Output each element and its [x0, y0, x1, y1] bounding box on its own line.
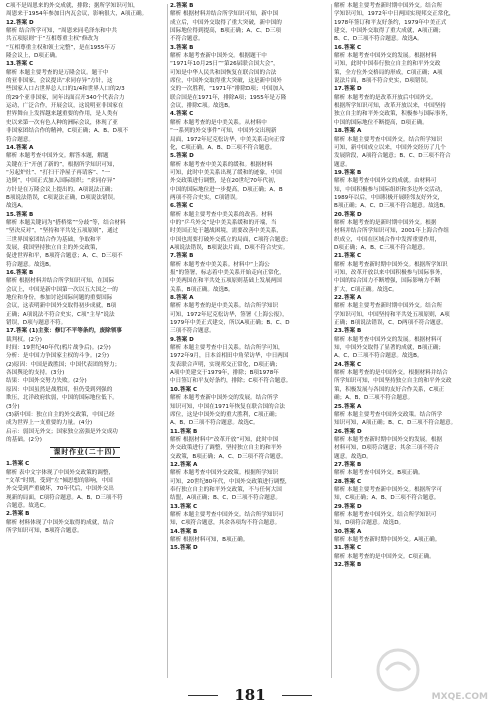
answer-line: 解析 结合所学可知，“周恩来同毛泽东和中共 [6, 28, 117, 35]
answer-line: 交政策，B项正确；A、C、D三项不符合题意。 [170, 453, 287, 460]
answer-line: 21.答案 C [334, 253, 362, 260]
answer-line: 解析 本题考查中国外交的发展。根据材料 [334, 53, 437, 60]
answer-line: “文革”时期，受到“左”倾思想的影响，中国 [6, 477, 113, 484]
answer-line: 国际地位得到提高，B项正确；A、C、D三项 [170, 28, 281, 35]
column-left [6, 2, 164, 680]
answer-line: 3.答案 B [170, 44, 194, 51]
answer-line: 解析 本题考查中国外交的成就。由材料可 [334, 178, 437, 185]
answer-line: 中的“乒乓外交”是中美关系缓和的开端，当 [170, 219, 277, 226]
answer-line: 题意。故选D。 [334, 453, 372, 460]
answer-line: “互相尊重主权和领土完整”，是在1955年万 [6, 44, 116, 51]
answer-line: 12.答案 A [170, 461, 198, 468]
answer-line: 1989年以后，中国积极开展睦邻友好外交， [334, 194, 444, 201]
answer-line: 解析 本题主要考查中国外交。结合所学知识可 [170, 511, 284, 518]
answer-line: 解析 本题主要考查中美关系的改善。材料 [170, 211, 273, 218]
answer-line: 中国的国际地位不断提高，D项正确。 [334, 119, 428, 126]
answer-line: 12.答案 D [6, 19, 34, 26]
answer-line: 启示：弱国无外交；国家独立富强是外交成功 [6, 428, 118, 435]
answer-line: 可知，1972年尼克松访华，签署《上海公报》， [170, 311, 288, 318]
answer-line: 解析 本题考查的是新时期中国外交。根据 [334, 219, 437, 226]
answer-line: 11.答案 B [170, 428, 198, 435]
column-right [334, 2, 492, 680]
answer-line: 现新的局面，C项符合题意。A、B、D三项不符 [6, 494, 123, 501]
answer-line: 中国也需要打破外交孤立的局面，C项符合题意； [170, 236, 292, 243]
answer-line: 知识可知，中国在1971年恢复在联合国的合法 [170, 403, 285, 410]
answer-line: B项说法错误，C项说法正确，D项说法错误。 [6, 194, 119, 201]
answer-line: “一系列的外交事件”可知，中国外交出现新 [170, 128, 277, 135]
footer-rule [282, 695, 312, 696]
answer-line: 可知，此时中国奉行独立自主的和平外交政 [334, 61, 441, 68]
answer-line: 可知，新中国成立以来，中国外交经历了几个 [334, 144, 446, 151]
answer-line: 7.答案 B [170, 253, 194, 260]
answer-line: 题意。 [334, 161, 351, 168]
answer-line: 26.答案 D [334, 428, 362, 435]
answer-line: 学知识可知，1972年中日两国实现邦交正常化， [334, 11, 455, 18]
answer-line: 可知，20世纪80年代，中国外交政策进行调整， [170, 478, 291, 485]
answer-line: D项正确；A、B、C三项不符合题意。 [334, 244, 429, 251]
answer-line: 欺压，北洋政府软弱，中国的国际地位低下。 [6, 395, 118, 402]
answer-line: 解析 本题考查新时期中国外交的发展。根据 [334, 436, 443, 443]
answer-line: 17.答案 D [334, 86, 362, 93]
answer-line: 正确；B项说法错误，C、D两项不符合题意。 [334, 320, 447, 327]
answer-line: (3分) [6, 403, 20, 410]
answer-line: 发展，我国坚持独立自主的外交政策， [6, 244, 102, 251]
answer-line: 解析 根据材料中“改革开放”可知，此时中国 [170, 436, 279, 443]
answer-line: C项不是周恩来的外交成就，排除；据所学知识可知， [6, 3, 139, 9]
answer-line: 15.答案 B [6, 211, 34, 218]
answer-line: 关键在于“开创了新的”，根据所学知识可知， [6, 161, 119, 168]
section-heading-text: 课时作业(二十四) [50, 447, 121, 458]
answer-line: 16.答案 B [6, 270, 34, 276]
answer-line: 扩大，C项正确。故选C。 [334, 286, 398, 293]
answer-line: 解析 本题考查的是改革开放后中国外交。 [334, 94, 437, 101]
answer-line: “坚决反对”，“坚持和平共处五项原则”，通过 [6, 228, 119, 235]
answer-line: 局面，1972年尼克松访华，中美关系走向正常 [170, 136, 285, 143]
page-number: 181 [234, 686, 266, 704]
answer-line: A项中美建交于1979年，排除；B项1978年 [170, 370, 279, 377]
answer-line: 成为世界上一支重要的力量。(4分) [6, 420, 93, 427]
answer-line: 解析 根据材料并结合所学知识可知，在国际 [6, 278, 115, 285]
answer-line: 些国家人口占世界总人口的1/4和世界人口的2/3 [6, 86, 125, 93]
answer-line: 世界舞台上发挥越来越重要的作用，是人类有 [6, 111, 118, 118]
answer-line: 各国舆论的支持。(3分) [6, 370, 65, 377]
answer-line: 解析 本题主要考查新时期中国外交。结合所 [334, 303, 443, 310]
answer-line: 分析：是中国力争国家主权的斗争。(2分) [6, 353, 110, 360]
answer-line: 时间：19世纪40年代(鸦片战争后)。(2分) [6, 345, 111, 352]
answer-line: (3)新中国：独立自主的外交政策，中国已经 [6, 411, 115, 418]
answer-line: 可知是中华人民共和国恢复在联合国的合法 [170, 69, 277, 76]
answer-line: 中国的国际地位进一步提高，D项正确；A、B [170, 186, 283, 193]
answer-line: 1972年9月，日本首相田中角荣访华，中日两国 [170, 353, 289, 360]
answer-page [6, 2, 494, 682]
answer-line: 24.答案 C [334, 361, 362, 368]
answer-line: 解析 本题考查中国外交。结合所学知识可 [334, 511, 437, 518]
answer-line: 联合国是在1971年，排除A项；1955年是万隆 [170, 94, 287, 101]
answer-line: 解析 根据材料可知，B项正确。 [170, 537, 249, 543]
answer-line: 结盟，A项正确；B、C、D三项不符合题意。 [170, 495, 281, 502]
answer-line: 两项不符合史实，C项错误。 [170, 194, 242, 201]
answer-line: 解析 本题主要考查的是万隆会议。题干中 [6, 69, 109, 76]
answer-line: 非国家团结合作的精神，C项正确；A、B、D项不 [6, 128, 129, 135]
answer-line: 交的一次胜利，“1971年”排除D项；中国加入 [170, 86, 284, 93]
answer-line: 外交受到严重破坏，70年代后，中国外交出 [6, 486, 114, 493]
answer-line: 的29个亚非国家，同年出面召开340个代表合力 [6, 94, 125, 101]
answer-line: 23.答案 B [334, 328, 362, 335]
answer-line: 解析 本题主要考查中国外交。结合所学知识 [334, 136, 443, 143]
answer-line: 解析 本题考查的是中美关系。从材料中 [170, 119, 267, 126]
answer-line: 14.答案 A [6, 144, 34, 151]
answer-line: 28.答案 C [334, 478, 362, 485]
answer-line: 8.答案 A [170, 295, 194, 302]
answer-line: 地位和身份，参加讨论国际问题的重要国际 [6, 295, 113, 302]
answer-line: 解析 本题考查中国外交。解答本题，解题 [6, 153, 109, 160]
answer-line: A、C、D三项不符合题意。故选B。 [334, 353, 423, 360]
answer-line: 解析 表中文字体现了中国外交政策的调整， [6, 469, 115, 476]
answer-line: 知，C项符合题意，其余各项均不符合题意。 [170, 520, 281, 527]
answer-line: 外交政策进行了调整，坚持独立自主的和平外 [170, 445, 282, 452]
answer-line: 27.答案 B [334, 461, 362, 468]
answer-line: 发展阶段，A项符合题意；B、C、D三项不符合 [334, 153, 451, 160]
watermark-text: MXQE.COM [431, 692, 488, 702]
answer-line: 故选A。 [6, 203, 27, 210]
answer-line: 中日签订和平友好条约，排除；C项不符合题意。 [170, 378, 292, 385]
answer-line: 确；A、B、D三项不符合题意。 [334, 395, 414, 402]
answer-line: 席位，这是中国外交的重大胜利，C项正确； [170, 411, 281, 418]
answer-line: 外交政策进行调整，是在20世纪70年代初， [170, 178, 280, 185]
answer-line: 1979年中美正式建交，所以A项正确；B、C、D [170, 320, 290, 327]
answer-line: 4.答案 C [170, 111, 194, 118]
answer-line: “1971年10月25日”“第26届联合国大会”， [170, 61, 279, 68]
answer-line: 13.答案 C [170, 503, 198, 510]
answer-line: 可知，此时中美关系出现了缓和的迹象，中国 [170, 169, 282, 176]
answer-line: (2)原因：中国是战胜国；中国代表团的努力； [6, 361, 121, 368]
answer-line: 解析 本题考查的是中国外交。C项正确。 [334, 553, 435, 560]
answer-line: 解析 本题主要考查新中国外交。根据所学可 [334, 486, 443, 493]
answer-line: 解析 本题考查新时期中国外交。根据所学知识 [334, 261, 448, 268]
answer-line: “另起炉灶”、“打扫干净屋子再请客”、“一 [6, 169, 110, 176]
answer-line: 织成立，中国在区域合作中发挥重要作用， [334, 236, 441, 243]
answer-line: 解析 材料体现了中国外交取得的成就，结合 [6, 519, 115, 526]
answer-line: 周恩来于1954年参加日内瓦会议，影响很大，A项正确。 [6, 11, 148, 18]
answer-line: 合题意。故选C。 [6, 502, 50, 509]
answer-line: 中美两国在和平共处五项原则基础上发展两国 [170, 278, 282, 285]
answer-line: A项说法错误，B项说法片面，D项不符合史实。 [170, 244, 289, 251]
answer-line: 会议，这表明新中国外交取得初步成就，B项 [6, 303, 117, 310]
answer-line: 所学知识可知，B项符合题意。 [6, 527, 83, 534]
answer-line: 报”的签署，标志着中美关系开始走向正常化， [170, 270, 285, 276]
answer-line: 不符合题意。 [170, 36, 204, 43]
answer-line: 运动，广泛合作，开展会议，这说明亚非国家在 [6, 103, 124, 110]
answer-line: 1.答案 C [6, 461, 30, 468]
answer-line: 时美国正处于越战困境，需要改善中美关系， [170, 228, 282, 235]
answer-line: 的亚非国家，会议提出“求同存异”方针，这 [6, 78, 113, 85]
answer-line: 材料并结合所学知识可知，2001年上海合作组 [334, 228, 449, 235]
answer-line: 化，C项正确。A、B、D三项不符合题意。 [170, 144, 276, 151]
answer-line: 解析 本题考查新中国外交的发展。结合所学 [170, 395, 279, 402]
answer-line: 解析 本题考查中国外交。B项正确。 [334, 470, 424, 477]
footer-rule [188, 695, 218, 696]
answer-line: 解析 本题主要考查中国外交政策。结合所学 [334, 411, 443, 418]
answer-line: 19.答案 B [334, 169, 362, 176]
answer-line: 解析 根据材料并结合所学知识可知，新中国 [170, 11, 279, 18]
answer-line: 30.答案 A [334, 528, 362, 535]
answer-line: 20.答案 D [334, 211, 362, 218]
column-middle [170, 2, 328, 680]
answer-line: 解析 本题考查中美关系。材料中“上海公 [170, 261, 270, 268]
answer-line: B项正确；A、C、D三项不符合题意。故选B。 [334, 203, 449, 210]
column-divider [331, 4, 332, 678]
answer-line: 知识可知，A项正确；B、C、D三项不符合题意。 [334, 420, 457, 427]
answer-line: 知，中国积极参与国际组织和多边外交活动， [334, 186, 446, 193]
answer-line: 根据所学知识可知，改革开放以来，中国坚持 [334, 103, 446, 110]
answer-line: 关系，B项正确。故选B。 [170, 286, 234, 293]
answer-line: 的基础。(2分) [6, 436, 42, 443]
answer-line: 29.答案 D [334, 503, 362, 510]
answer-line: 席位，中国外交取得重大突破，这是新中国外 [170, 78, 282, 85]
answer-line: 9.答案 D [170, 336, 194, 343]
answer-line: 6.答案 C [170, 203, 194, 210]
answer-line: 16.答案 C [334, 44, 362, 51]
answer-line: 符合题意。 [6, 136, 34, 143]
answer-line: A、B、D三项不符合题意。故选C。 [170, 420, 259, 427]
answer-line: 学知识可知，中国坚持和平共处五项原则，A项 [334, 311, 450, 318]
answer-line: 17.答案 (1)主张：修订不平等条约，废除领事 [6, 328, 122, 335]
answer-line: 裁判权。(2分) [6, 336, 42, 343]
answer-line: 10.答案 C [170, 386, 198, 393]
answer-line: 所学知识可知，中国坚持独立自主的和平外交政 [334, 378, 452, 385]
answer-line: 奉行独立自主的和平外交政策，不与任何大国 [170, 486, 282, 493]
answer-line: 14.答案 B [170, 528, 198, 535]
answer-line: 解析 本题考查中国外交政策。根据所学知识 [170, 470, 279, 477]
answer-line: 发表联合声明，实现邦交正常化，D项正确； [170, 361, 281, 368]
answer-line: 2.答案 B [6, 511, 30, 518]
watermark-logo [364, 644, 492, 708]
answer-line: 解析 本题主要考查中日关系。结合所学可知， [170, 345, 284, 352]
answer-line: 史以来第一次有色人种的洲际会议，体现了亚 [6, 119, 118, 126]
section-heading [6, 447, 164, 458]
answer-line: 正确；A项说法不符合史实，C项“主导”说法 [6, 311, 115, 318]
answer-line: 策，积极发展与各国的友好合作关系，C项正 [334, 386, 445, 393]
answer-line: 解析 本题考查中美关系的缓和。根据材料 [170, 161, 273, 168]
answer-line: 32.答案 B [334, 562, 362, 569]
answer-line: 错误，D项与题意不符。 [6, 320, 67, 327]
answer-line: 15.答案 D [170, 545, 198, 552]
answer-line: 三项不符合题意。 [170, 328, 215, 335]
answer-line: 符合题意。故选B。 [6, 261, 55, 268]
answer-line: 中国的综合国力不断增强，国际影响力不断 [334, 278, 441, 285]
answer-line: 22.答案 A [334, 295, 362, 302]
answer-line: 建交，中国外交取得了重大成就，A项正确； [334, 28, 445, 35]
answer-line: 三世界国家团结合作为基础，争取和平 [6, 236, 102, 243]
answer-line: 说法片面，B项不符合史实，D项错误。 [334, 78, 432, 85]
answer-line: 边倒”，中国正式加入国际组织；“求同存异” [6, 178, 116, 185]
answer-line: 解析 本题考查中国外交的发展。根据材料可 [334, 336, 443, 343]
answer-line: 会议，排除C项。故选B。 [170, 103, 234, 110]
answer-line: 方针是在万隆会议上提出的，A项说法正确； [6, 186, 117, 193]
answer-line: 13.答案 C [6, 61, 34, 68]
answer-line: 共五项原则”于“互相尊重主权”修改为 [6, 36, 99, 43]
answer-line: 解析 本题考查新中国外交。根据题干中 [170, 53, 267, 60]
answer-line: 成立后，中国外交取得了重大突破，新中国的 [170, 19, 282, 26]
answer-line: 会议上，中国是新中国第一次以五大国之一的 [6, 286, 118, 293]
answer-line: 解析 本题考查新时期中国外交。A项正确。 [334, 537, 441, 543]
answer-line: 解析 本题主要考查新时期中国外交。结合所 [334, 3, 443, 9]
answer-line: 策，全方位外交格局的形成，C项正确；A项 [334, 69, 443, 76]
answer-line: 31.答案 C [334, 545, 362, 552]
answer-line: B、C、D三项不符合题意。故选A。 [334, 36, 423, 43]
answer-line: 材料可知，D项符合题意；其余三项不符合 [334, 445, 439, 452]
answer-line: 解析 本题关键词为“搭桥梁”“分歧”等，结合材料 [6, 219, 126, 226]
answer-line: 2.答案 B [170, 3, 194, 9]
answer-line: 5.答案 D [170, 153, 194, 160]
answer-line: 独立自主的和平外交政策，积极参与国际事务， [334, 111, 452, 118]
column-divider [167, 4, 168, 678]
answer-line: 可知，改革开放以来中国积极参与国际事务， [334, 270, 446, 276]
answer-line: 知，D项符合题意。故选D。 [334, 520, 405, 527]
answer-line: 知，C项正确；A、B、D三项不符合题意。 [334, 495, 440, 502]
answer-line: 原因：中国虽然是战胜国，但仍受到列强的 [6, 386, 113, 393]
answer-line: 知，中国外交取得了显著的成就，B项正确； [334, 345, 445, 352]
answer-line: 解析 本题考查的是中美关系。结合所学知识 [170, 303, 279, 310]
answer-line: 18.答案 A [334, 128, 362, 135]
answer-line: 隆会议上，D项正确。 [6, 53, 61, 60]
answer-line: 1978年签订和平友好条约，1979年中美正式 [334, 19, 447, 26]
answer-line: 解析 本题考查的是中国外交。根据材料并结合 [334, 370, 448, 377]
answer-line: 结果：中国外交努力失败。(2分) [6, 378, 87, 385]
answer-line: 促进世界和平，B项符合题意；A、C、D三项不 [6, 253, 123, 260]
answer-line: 25.答案 A [334, 403, 362, 410]
